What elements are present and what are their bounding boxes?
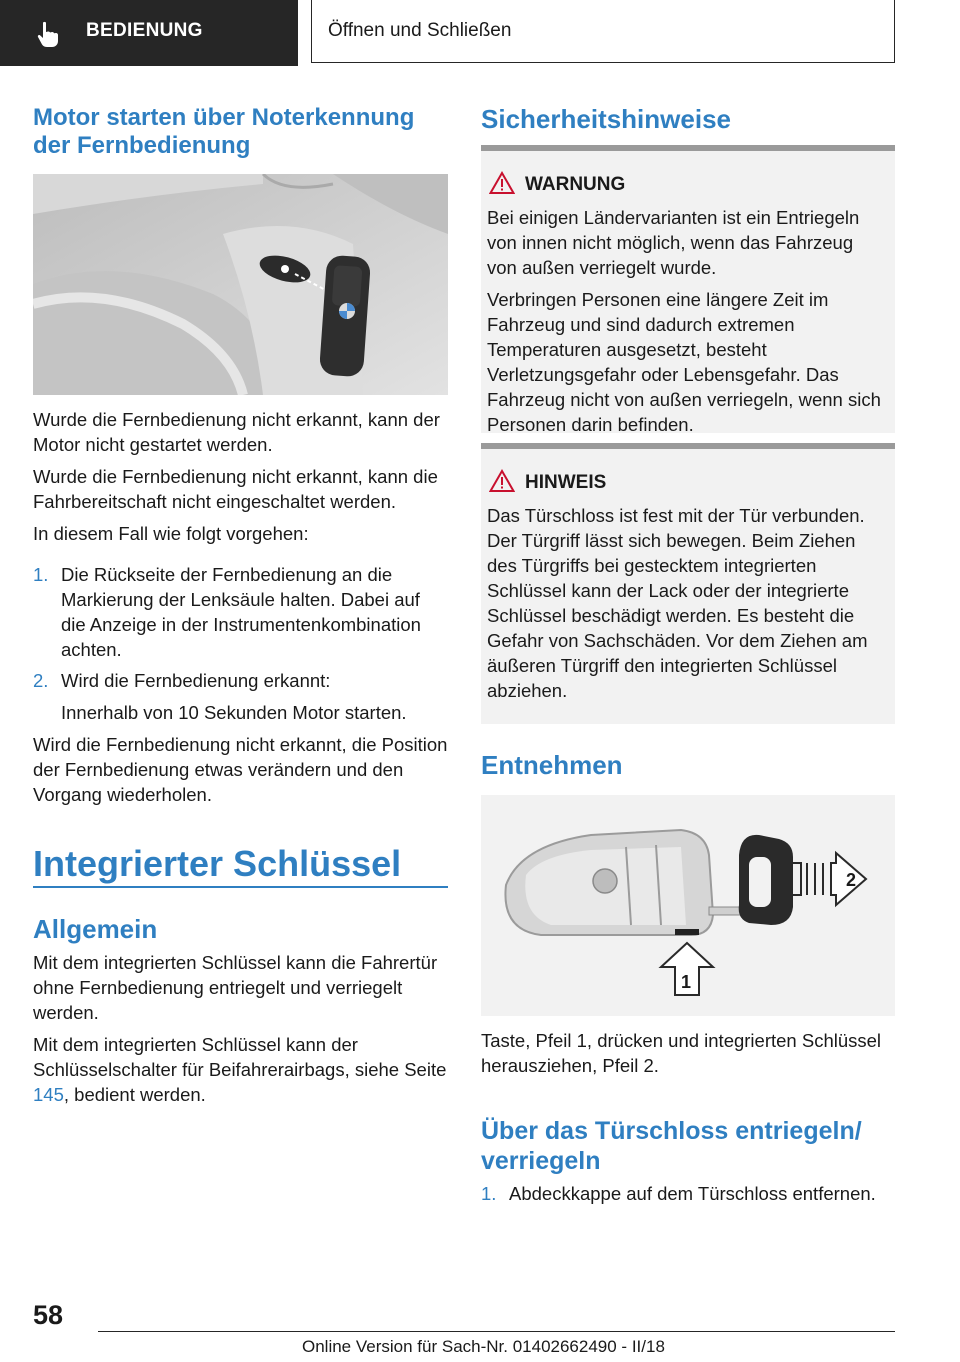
header-topic-box [311, 0, 895, 63]
warning-title: WARNUNG [525, 174, 626, 195]
hint-text: Das Türschloss ist fest mit der Tür verbunden. Der Türgriff lässt sich bewegen. Beim Ziehen des Türgriffs bei gestecktem integrierten Schlüssel kann der Lack oder der integrierte Schlüssel beschädigt werden. Es besteht die Gefahr von Sachschäden. Vor dem Ziehen am äußeren Türgriff den integrierten Schlüssel abziehen. [487, 505, 868, 701]
key-removal-image [481, 795, 895, 1016]
page-link[interactable]: 145 [33, 1084, 64, 1105]
heading-motor-starten: Motor starten über Noterkennung der Fernbedienung [33, 104, 415, 159]
paragraph: Wird die Fernbedienung nicht erkannt, die Position der Fernbedienung etwas verändern und den Vorgang wiederholen. [33, 734, 448, 805]
paragraph-with-link: Mit dem integrierten Schlüssel kann der Schlüsselschalter für Beifahrerairbags, siehe Seite 145, bedient werden. [33, 1034, 447, 1105]
topic-title: Öffnen und Schließen [328, 20, 512, 41]
list-number: 1. [33, 564, 49, 585]
list-item: Wird die Fernbedienung erkannt: [61, 670, 331, 691]
heading-tuerschloss: Über das Türschloss entriegeln/ verriegeln [481, 1117, 862, 1175]
header-section-tab [0, 0, 298, 66]
hint-box [481, 449, 895, 724]
heading-entnehmen: Entnehmen [481, 750, 623, 780]
steering-column-image [33, 174, 448, 395]
list-number: 2. [33, 670, 49, 691]
warning-text: Verbringen Personen eine längere Zeit im Fahrzeug und sind dadurch extremen Temperaturen ausgesetzt, besteht Verletzungsgefahr oder Lebensgefahr. Das Fahrzeug nicht von außen verriegeln, wenn sich Personen darin befinden. [487, 289, 881, 435]
page-number: 58 [33, 1300, 64, 1330]
footer-rule [98, 1331, 895, 1332]
paragraph: Wurde die Fernbedienung nicht erkannt, kann der Motor nicht gestartet werden. [33, 409, 440, 455]
paragraph: Mit dem integrierten Schlüssel kann die Fahrertür ohne Fernbedienung entriegelt und verriegelt werden. [33, 952, 438, 1023]
paragraph: Wurde die Fernbedienung nicht erkannt, kann die Fahrbereitschaft nicht eingeschaltet werden. [33, 466, 438, 512]
arrow-label-1: 1 [681, 972, 692, 992]
warning-triangle-icon [489, 171, 515, 195]
arrow-label-2: 2 [846, 870, 857, 890]
section-title: BEDIENUNG [86, 20, 203, 41]
heading-allgemein: Allgemein [33, 914, 158, 944]
warning-triangle-icon [489, 469, 515, 493]
heading-sicherheitshinweise: Sicherheitshinweise [481, 104, 731, 134]
list-number: 1. [481, 1183, 497, 1204]
list-item: Die Rückseite der Fernbedienung an die Markierung der Lenksäule halten. Dabei auf die Anzeige in der Instrumentenkombination achten. [61, 564, 421, 660]
chapter-rule [33, 886, 448, 888]
warning-text: Bei einigen Ländervarianten ist ein Entriegeln von innen nicht möglich, wenn das Fahrzeug von außen verriegelt wurde. [487, 207, 860, 278]
chapter-title: Integrierter Schlüssel [33, 843, 402, 884]
list-item: Abdeckkappe auf dem Türschloss entfernen. [509, 1183, 876, 1204]
list-item-continuation: Innerhalb von 10 Sekunden Motor starten. [61, 702, 407, 723]
footer-text: Online Version für Sach-Nr. 01402662490 - II/18 [302, 1337, 665, 1356]
hint-title: HINWEIS [525, 472, 607, 493]
paragraph: Taste, Pfeil 1, drücken und integrierten Schlüssel herausziehen, Pfeil 2. [481, 1030, 882, 1076]
hand-pointer-icon [34, 20, 62, 48]
warning-box [481, 151, 895, 433]
paragraph: In diesem Fall wie folgt vorgehen: [33, 523, 309, 544]
